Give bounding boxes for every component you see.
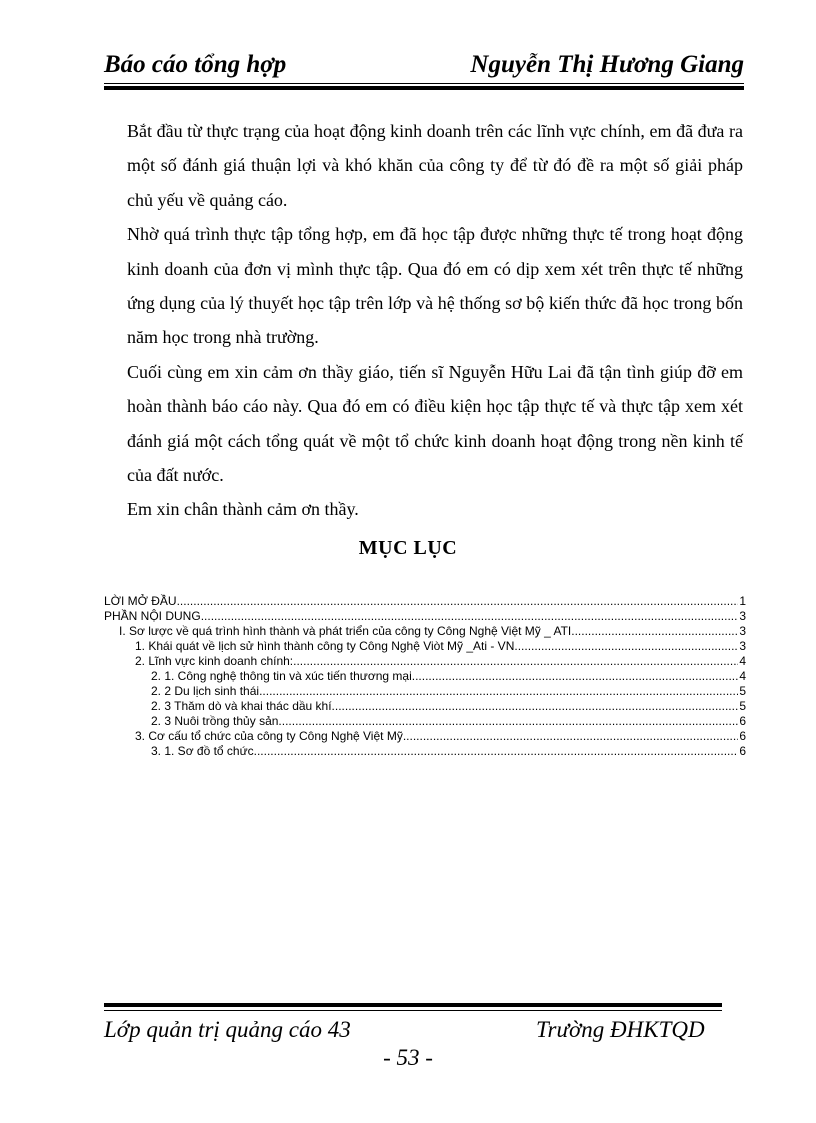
toc-entry-text: PHẦN NỘI DUNG (104, 609, 201, 623)
header-rule-thick (104, 86, 744, 90)
toc-entry[interactable] (104, 639, 746, 654)
toc-dot-leader (282, 714, 739, 729)
toc-dot-leader (293, 654, 738, 669)
toc-dot-leader (571, 624, 738, 639)
toc-entry[interactable] (104, 669, 746, 684)
toc-entry-text: 2. Lĩnh vực kinh doanh chính: (135, 654, 294, 668)
toc-entry[interactable] (104, 684, 746, 699)
header-rule-thin (104, 83, 744, 84)
header-title: Báo cáo tổng hợp (104, 51, 287, 78)
toc-entry-page: 3 (739, 639, 746, 653)
toc-entry-page: 3 (739, 609, 746, 623)
paragraph-2: Nhờ quá trình thực tập tổng hợp, em đã học tập được những thực tế trong hoạt động kinh doanh của đơn vị mình thực tập. Qua đó em có dịp xem xét trên thực tế những ứng dụng của lý thuyết học tập trên lớp và hệ thống sơ bộ kiến thức đã học trong bốn năm học trong nhà trường. (127, 224, 743, 348)
header-author: Nguyễn Thị Hương Giang (470, 51, 744, 78)
toc-entry-page: 3 (739, 624, 746, 638)
toc-entry-text: 2. 1. Công nghệ thông tin và xúc tiến thương mại (151, 669, 412, 683)
toc-dot-leader (335, 699, 738, 714)
toc-dot-leader (259, 684, 738, 699)
footer-class: Lớp quản trị quảng cáo 43 (104, 1017, 351, 1042)
toc-entry-text: LỜI MỞ ĐẦU (104, 594, 177, 608)
toc-entry[interactable] (104, 654, 746, 669)
table-of-contents (104, 594, 746, 759)
toc-entry-page: 6 (739, 714, 746, 728)
toc-entry-page: 4 (739, 654, 746, 668)
toc-entry-page: 4 (739, 669, 746, 683)
toc-dot-leader (177, 594, 739, 609)
toc-dot-leader (412, 669, 739, 684)
toc-entry-text: I. Sơ lược về quá trình hình thành và phát triển của công ty Công Nghệ Việt Mỹ _ ATI (119, 624, 572, 638)
page-header (104, 50, 744, 80)
toc-entry[interactable] (104, 729, 746, 744)
toc-entry-text: 1. Khái quát về lịch sử hình thành công ty Công Nghệ Viòt Mỹ _Ati - VN (135, 639, 515, 653)
toc-entry-text: 3. Cơ cấu tổ chức của công ty Công Nghệ Việt Mỹ (135, 729, 403, 743)
toc-entry-page: 6 (739, 744, 746, 758)
toc-entry[interactable] (104, 699, 746, 714)
footer-rule-thick (104, 1003, 722, 1007)
paragraph-3: Cuối cùng em xin cảm ơn thầy giáo, tiến sĩ Nguyễn Hữu Lai đã tận tình giúp đỡ em hoàn thành báo cáo này. Qua đó em có điều kiện học tập thực tế và thực tập xem xét đánh giá một cách tổng quát về một tổ chức kinh doanh hoạt động trong nền kinh tế của đất nước. (127, 361, 743, 486)
toc-entry-text: 2. 3 Nuôi trồng thủy sản. (151, 714, 282, 728)
toc-entry-text: 3. 1. Sơ đồ tổ chức (151, 744, 254, 758)
paragraph-1: Bắt đầu từ thực trạng của hoạt động kinh doanh trên các lĩnh vực chính, em đã đưa ra một số đánh giá thuận lợi và khó khăn của công ty để từ đó đề ra một số giải pháp chủ yếu về quảng cáo. (127, 121, 743, 210)
footer-school: Trường ĐHKTQD (536, 1017, 705, 1042)
toc-entry-page: 5 (739, 699, 746, 713)
toc-entry-page: 1 (739, 594, 746, 608)
toc-entry[interactable] (104, 744, 746, 759)
toc-entry-text: 2. 2 Du lịch sinh thái (151, 684, 260, 698)
toc-entry[interactable] (104, 609, 746, 624)
toc-entry[interactable] (104, 714, 746, 729)
toc-dot-leader (254, 744, 739, 759)
toc-entry-text: 2. 3 Thăm dò và khai thác dầu khí. (151, 699, 335, 713)
toc-entry[interactable] (104, 624, 746, 639)
toc-title: MỤC LỤC (358, 537, 458, 559)
page-number: - 53 - (383, 1045, 433, 1070)
footer-rule-thin (104, 1010, 722, 1011)
paragraph-4: Em xin chân thành cảm ơn thầy. (127, 499, 359, 520)
toc-entry[interactable] (104, 594, 746, 609)
toc-dot-leader (403, 729, 738, 744)
toc-entry-page: 5 (739, 684, 746, 698)
toc-dot-leader (201, 609, 739, 624)
toc-dot-leader (514, 639, 738, 654)
body-text (127, 114, 743, 527)
toc-entry-page: 6 (739, 729, 746, 743)
